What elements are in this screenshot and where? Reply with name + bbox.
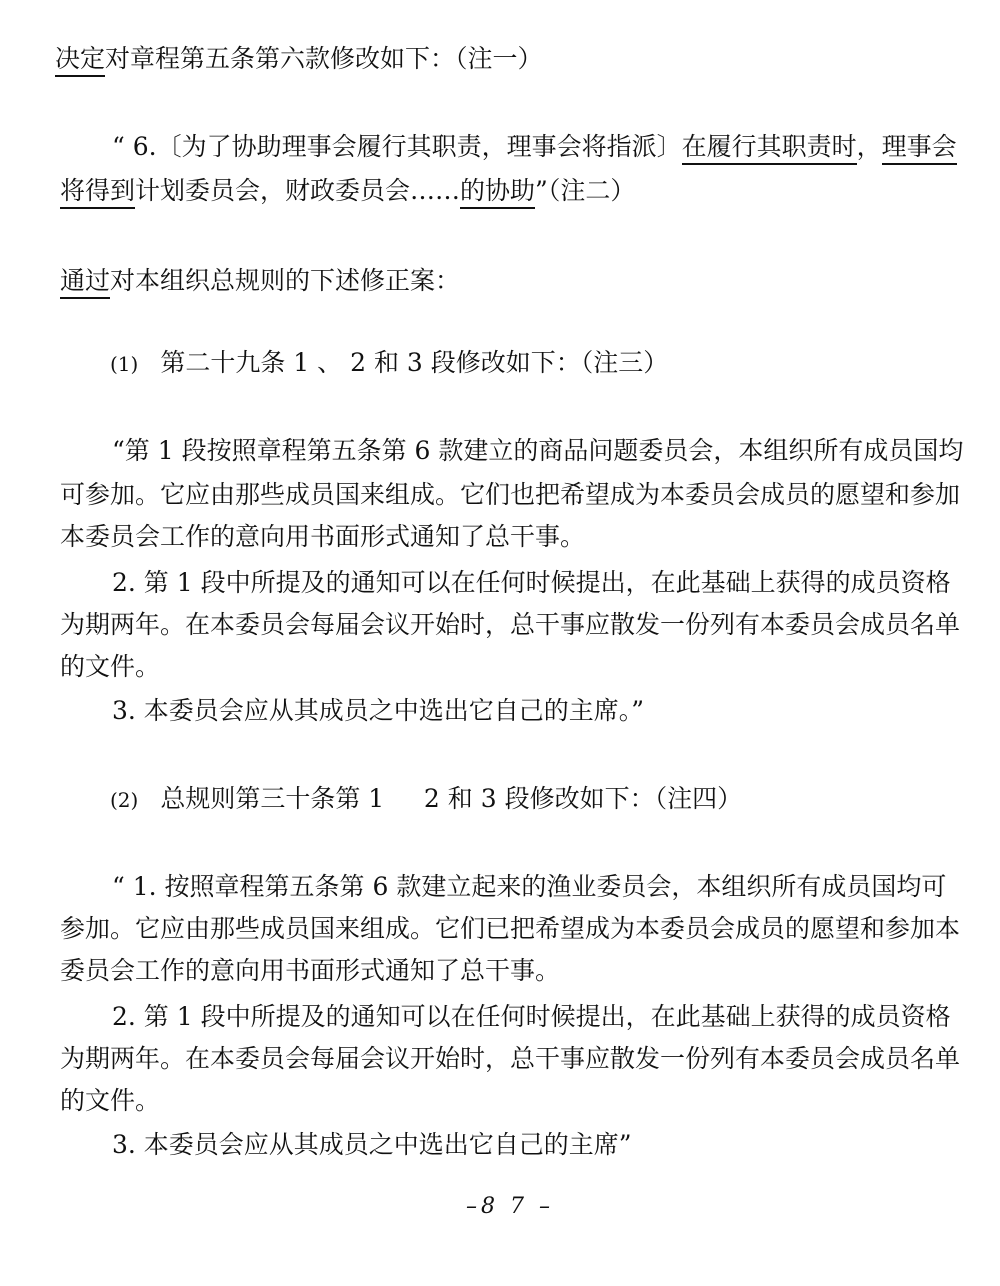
page-number: –8 7 – [466, 1194, 554, 1219]
paragraph-line: 参加。它应由那些成员国来组成。它们已把希望成为本委员会成员的愿望和参加本 [60, 914, 961, 943]
section-heading-text: 总规则第三十条第 1 2 和 3 段修改如下：（注四） [160, 784, 743, 813]
amendment-quote-line-2 [60, 176, 635, 206]
quote-text-part: “ 6.〔为了协助理事会履行其职责，理事会将指派〕 [112, 132, 682, 161]
section-number: (1) [110, 352, 139, 376]
underlined-insertion: 理事会 [882, 132, 957, 165]
paragraph-line: 委员会工作的意向用书面形式通知了总干事。 [60, 956, 561, 985]
paragraph-line: 本委员会工作的意向用书面形式通知了总干事。 [60, 522, 586, 551]
paragraph-line: 可参加。它应由那些成员国来组成。它们也把希望成为本委员会成员的愿望和参加 [60, 480, 961, 509]
paragraph-line: 2. 第 1 段中所提及的通知可以在任何时候提出，在此基础上获得的成员资格 [112, 568, 951, 597]
decision-text: 对章程第五条第六款修改如下：（注一） [105, 44, 543, 73]
paragraph-line: 的文件。 [60, 652, 161, 681]
amendment-quote-line-1 [112, 132, 957, 162]
note-reference: ”（注二） [535, 176, 636, 205]
section-1-heading [110, 348, 668, 379]
paragraph-line: 3. 本委员会应从其成员之中选出它自己的主席” [112, 1130, 632, 1159]
adoption-line [60, 266, 460, 296]
decision-line [55, 44, 543, 74]
paragraph-line: 为期两年。在本委员会每届会议开始时，总干事应散发一份列有本委员会成员名单 [60, 610, 961, 639]
adoption-text: 对本组织总规则的下述修正案： [110, 266, 461, 295]
paragraph-line: “第 1 段按照章程第五条第 6 款建立的商品问题委员会，本组织所有成员国均 [112, 436, 964, 465]
quote-comma: ， [856, 132, 882, 161]
section-number: (2) [110, 788, 139, 812]
paragraph-line: 为期两年。在本委员会每届会议开始时，总干事应散发一份列有本委员会成员名单 [60, 1044, 961, 1073]
underlined-term-adopt: 通过 [60, 266, 110, 299]
paragraph-line: “ 1. 按照章程第五条第 6 款建立起来的渔业委员会，本组织所有成员国均可 [112, 872, 947, 901]
underlined-insertion: 将得到 [60, 176, 135, 209]
section-heading-text: 第二十九条 1 、 2 和 3 段修改如下：（注三） [160, 348, 669, 377]
paragraph-line: 2. 第 1 段中所提及的通知可以在任何时候提出，在此基础上获得的成员资格 [112, 1002, 951, 1031]
paragraph-line: 的文件。 [60, 1086, 161, 1115]
section-2-heading [110, 784, 742, 815]
paragraph-line: 3. 本委员会应从其成员之中选出它自己的主席。” [112, 696, 645, 725]
quote-text-part: 计划委员会，财政委员会…… [135, 176, 461, 205]
underlined-term-decide: 决定 [55, 44, 105, 77]
underlined-insertion: 在履行其职责时 [682, 132, 857, 165]
underlined-insertion: 的协助 [460, 176, 535, 209]
